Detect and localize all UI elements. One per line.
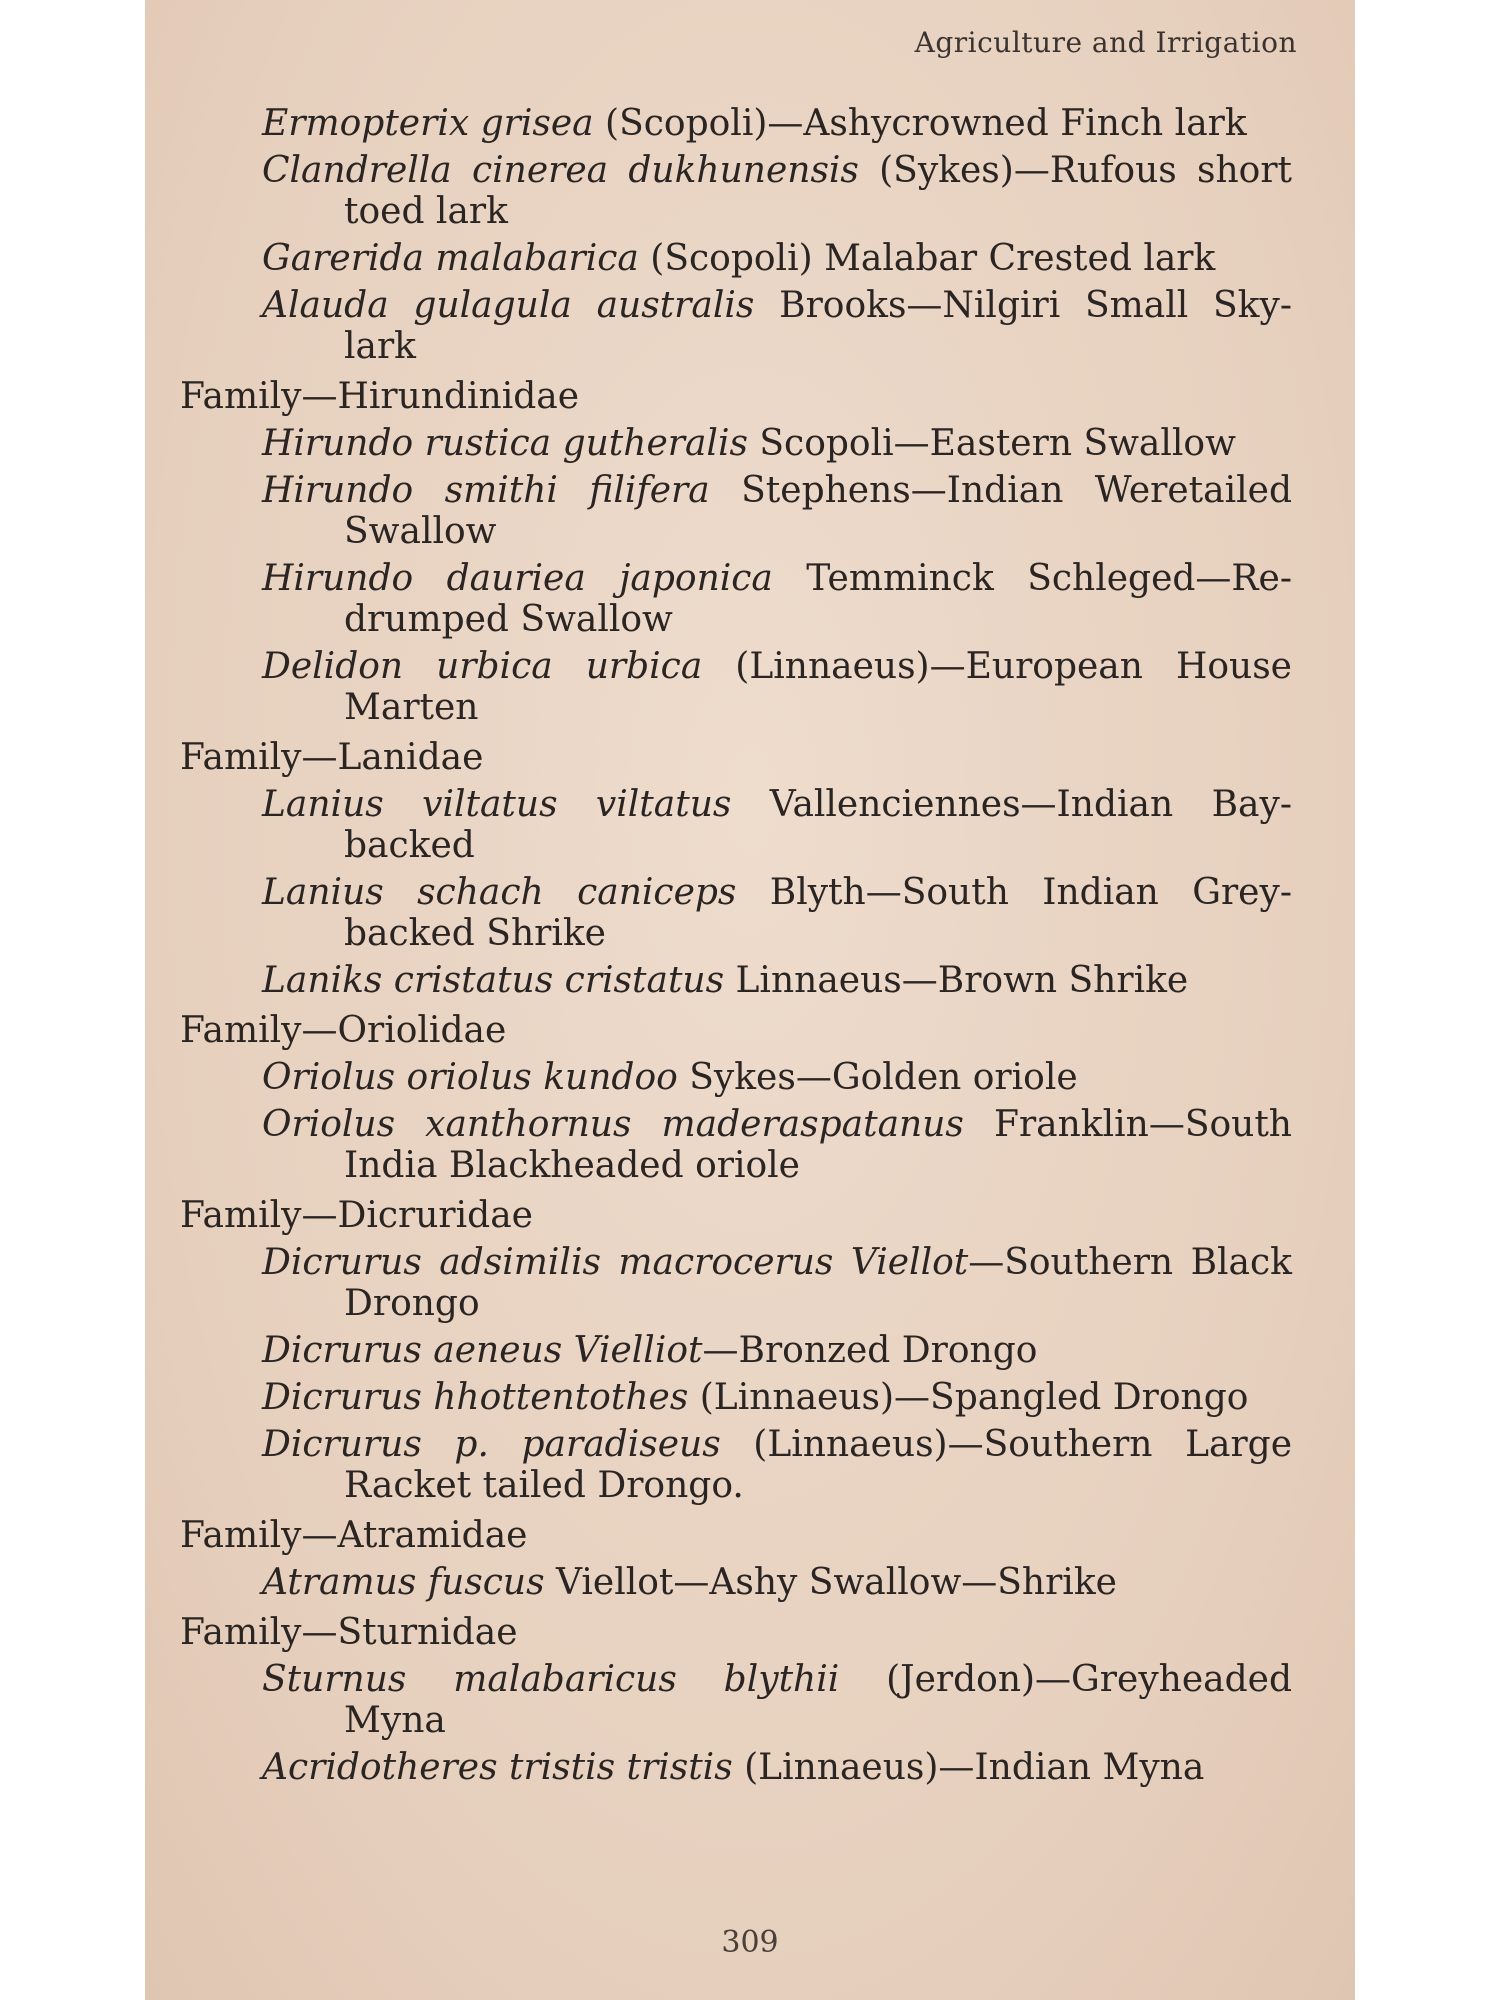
scientific-name: Atramus fuscus bbox=[262, 1562, 545, 1603]
species-entry bbox=[180, 960, 1292, 1001]
page-number: 309 bbox=[721, 1925, 779, 1960]
species-entry bbox=[180, 285, 1292, 367]
scientific-name: Hirundo dauriea japonica bbox=[262, 558, 773, 599]
scientific-name: Dicrurus aeneus Vielliot bbox=[262, 1330, 703, 1371]
species-entry bbox=[180, 558, 1292, 640]
family-group bbox=[180, 1011, 1292, 1186]
family-heading: Family—Sturnidae bbox=[180, 1612, 518, 1653]
species-entry bbox=[180, 784, 1292, 866]
family-group bbox=[180, 377, 1292, 728]
common-name: Stephens—Indian Weretailed Swallow bbox=[344, 470, 1292, 552]
running-header: Agriculture and Irrigation bbox=[914, 26, 1297, 59]
scientific-name: Hirundo smithi filifera bbox=[262, 470, 710, 511]
common-name: (Sykes)—Rufous short toed lark bbox=[344, 150, 1292, 232]
common-name: Franklin—South India Blackheaded oriole bbox=[344, 1104, 1292, 1186]
common-name: —Southern Black Drongo bbox=[344, 1242, 1292, 1324]
species-entry bbox=[180, 150, 1292, 232]
family-heading: Family—Lanidae bbox=[180, 737, 484, 778]
family-group bbox=[180, 738, 1292, 1001]
scientific-name: Dicrurus p. paradiseus bbox=[262, 1424, 721, 1465]
common-name: Blyth—South Indian Grey-backed Shrike bbox=[344, 872, 1292, 954]
scientific-name: Ermopterix grisea bbox=[262, 103, 594, 144]
species-entry bbox=[180, 1562, 1292, 1603]
family-heading: Family—Atramidae bbox=[180, 1515, 528, 1556]
common-name: Sykes—Golden oriole bbox=[677, 1057, 1078, 1098]
scientific-name: Oriolus oriolus kundoo bbox=[262, 1057, 678, 1098]
common-name: Temminck Schleged—Re-drumped Swallow bbox=[344, 558, 1292, 640]
scientific-name: Dicrurus adsimilis macrocerus Viellot bbox=[262, 1242, 969, 1283]
species-entry bbox=[180, 423, 1292, 464]
common-name: Viellot—Ashy Swallow—Shrike bbox=[544, 1562, 1117, 1603]
family-group bbox=[180, 1613, 1292, 1788]
family-heading: Family—Hirundinidae bbox=[180, 376, 580, 417]
scientific-name: Dicrurus hhottentothes bbox=[262, 1377, 689, 1418]
species-entry bbox=[180, 103, 1292, 144]
scientific-name: Lanius schach caniceps bbox=[262, 872, 737, 913]
common-name: (Linnaeus)—Indian Myna bbox=[732, 1747, 1205, 1788]
scientific-name: Garerida malabarica bbox=[262, 238, 639, 279]
species-entry bbox=[180, 1057, 1292, 1098]
book-page bbox=[145, 0, 1355, 2000]
species-entry bbox=[180, 1242, 1292, 1324]
family-heading: Family—Dicruridae bbox=[180, 1195, 533, 1236]
species-entry bbox=[180, 470, 1292, 552]
species-entry bbox=[180, 646, 1292, 728]
common-name: Vallenciennes—Indian Bay-backed bbox=[344, 784, 1292, 866]
species-entry bbox=[180, 1330, 1292, 1371]
common-name: Scopoli—Eastern Swallow bbox=[747, 423, 1236, 464]
scientific-name: Lanius viltatus viltatus bbox=[262, 784, 732, 825]
common-name: (Scopoli)—Ashycrowned Finch lark bbox=[593, 103, 1247, 144]
species-list bbox=[180, 103, 1292, 1794]
species-entry bbox=[180, 1659, 1292, 1741]
common-name: Linnaeus—Brown Shrike bbox=[724, 960, 1189, 1001]
species-entry bbox=[180, 1747, 1292, 1788]
scientific-name: Sturnus malabaricus blythii bbox=[262, 1659, 840, 1700]
scientific-name: Hirundo rustica gutheralis bbox=[262, 423, 748, 464]
common-name: (Scopoli) Malabar Crested lark bbox=[638, 238, 1216, 279]
scientific-name: Clandrella cinerea dukhunensis bbox=[262, 150, 859, 191]
common-name: (Jerdon)—Greyheaded Myna bbox=[344, 1659, 1293, 1741]
scientific-name: Alauda gulagula australis bbox=[262, 285, 755, 326]
scientific-name: Delidon urbica urbica bbox=[262, 646, 703, 687]
family-group bbox=[180, 103, 1292, 367]
species-entry bbox=[180, 1377, 1292, 1418]
family-heading: Family—Oriolidae bbox=[180, 1010, 507, 1051]
common-name: (Linnaeus)—Southern Large Racket tailed Drongo. bbox=[344, 1424, 1293, 1506]
scientific-name: Oriolus xanthornus maderaspatanus bbox=[262, 1104, 964, 1145]
common-name: (Linnaeus)—Spangled Drongo bbox=[688, 1377, 1249, 1418]
common-name: (Linnaeus)—European House Marten bbox=[344, 646, 1292, 728]
common-name: —Bronzed Drongo bbox=[702, 1330, 1038, 1371]
family-group bbox=[180, 1516, 1292, 1603]
scientific-name: Laniks cristatus cristatus bbox=[262, 960, 725, 1001]
species-entry bbox=[180, 238, 1292, 279]
species-entry bbox=[180, 1104, 1292, 1186]
scientific-name: Acridotheres tristis tristis bbox=[262, 1747, 733, 1788]
species-entry bbox=[180, 872, 1292, 954]
family-group bbox=[180, 1196, 1292, 1506]
common-name: Brooks—Nilgiri Small Sky-lark bbox=[344, 285, 1292, 367]
species-entry bbox=[180, 1424, 1292, 1506]
